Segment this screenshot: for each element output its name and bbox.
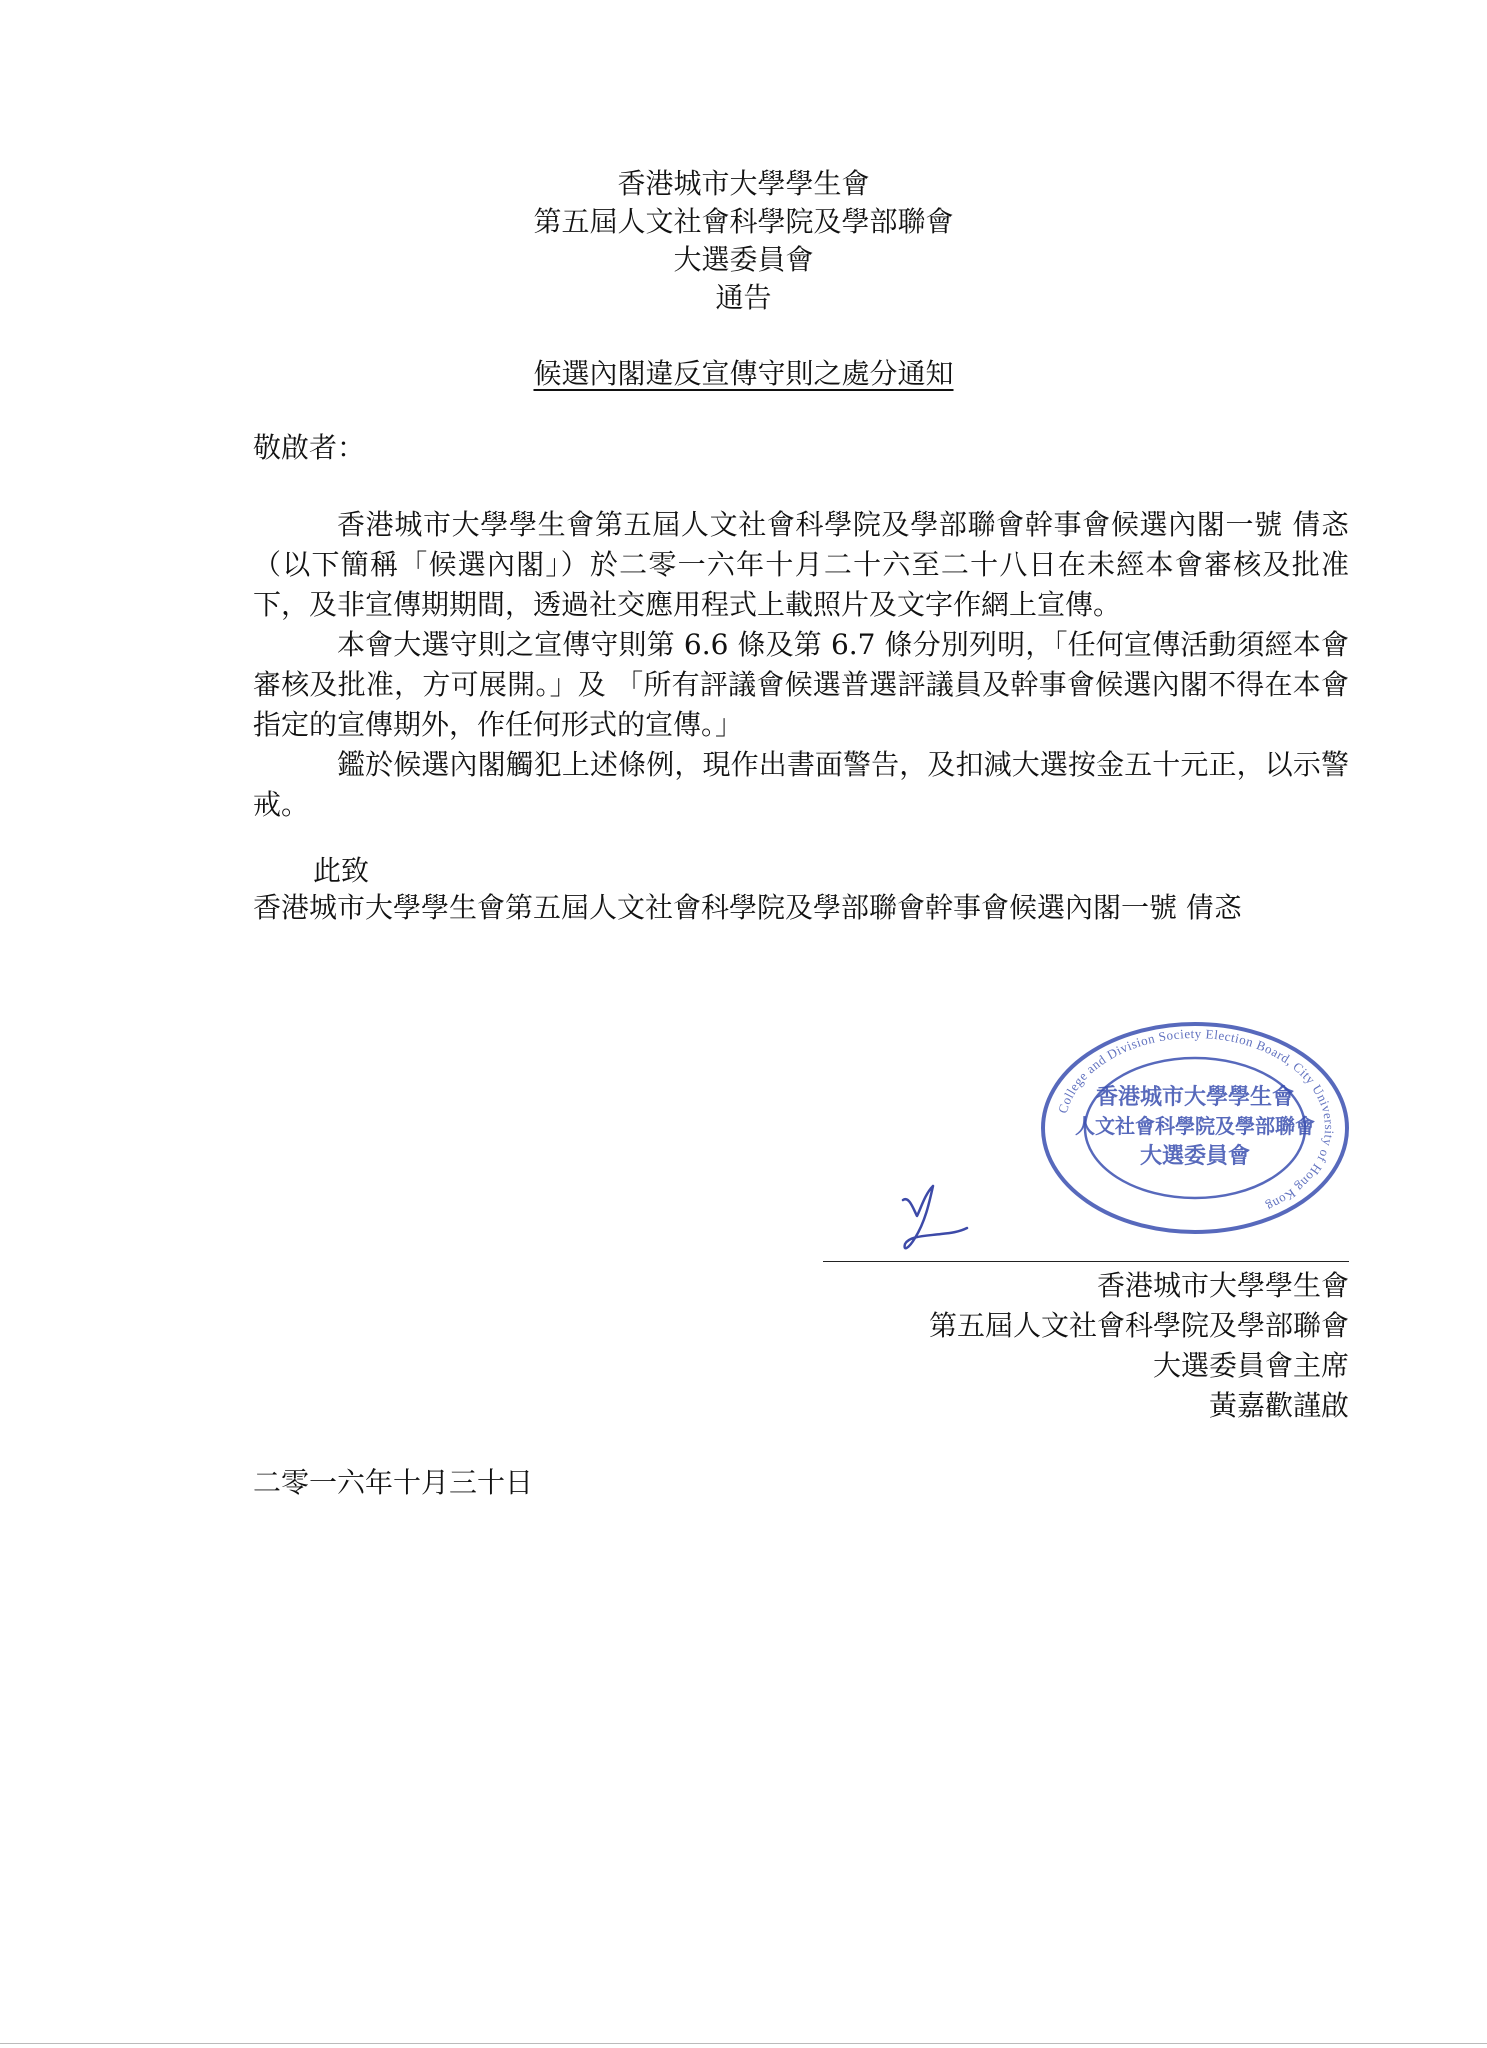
- svg-text:香港城市大學學生會: 香港城市大學學生會: [1095, 1084, 1295, 1110]
- subject-title: [0, 354, 1487, 394]
- svg-text:College and Division Society E: College and Division Society Election Board, City University of Hong Kong: [1054, 1025, 1338, 1215]
- header-committee: 大選委員會: [673, 243, 814, 276]
- paragraph-1: 香港城市大學學生會第五屆人文社會科學院及學部聯會幹事會候選內閣一號 倩忞 （以下簡稱「候選內閣」）於二零一六年十月二十六至二十八日在未經本會審核及批准下，及非宣傳期期間，透過社交應用程式上載照片及文字作網上宣傳。: [253, 508, 1349, 621]
- page-edge: [0, 2043, 1487, 2044]
- recipient: 香港城市大學學生會第五屆人文社會科學院及學部聯會幹事會候選內閣一號 倩忞: [253, 891, 1242, 924]
- signature-line: [823, 1261, 1349, 1262]
- header-notice: 通告: [715, 281, 772, 314]
- signer-name: 黃嘉歡謹啟: [1208, 1389, 1349, 1422]
- notice-date: 二零一六年十月三十日: [253, 1466, 534, 1499]
- signer-title: 大選委員會主席: [1152, 1349, 1349, 1382]
- paragraph-3: 鑑於候選內閣觸犯上述條例，現作出書面警告，及扣減大選按金五十元正，以示警戒。: [253, 748, 1349, 821]
- header-society: 第五屆人文社會科學院及學部聯會: [533, 205, 954, 238]
- signer-organization: 香港城市大學學生會: [1096, 1269, 1349, 1302]
- signer-society: 第五屆人文社會科學院及學部聯會: [928, 1309, 1349, 1342]
- paragraph-2: 本會大選守則之宣傳守則第 6.6 條及第 6.7 條分別列明，「任何宣傳活動須經本會審核及批准，方可展開。」及 「所有評議會候選普選評議員及幹事會候選內閣不得在本會指定的宣傳期外，作任何形式的宣傳。」: [253, 628, 1349, 741]
- svg-text:大選委員會: 大選委員會: [1139, 1143, 1251, 1169]
- subject-text: 候選內閣違反宣傳守則之處分通知: [533, 357, 954, 390]
- handwritten-signature: [895, 1178, 975, 1258]
- salutation: 敬啟者：: [253, 431, 366, 464]
- official-stamp: [1035, 1018, 1355, 1238]
- closing-phrase: 此致: [313, 854, 370, 887]
- header-organization: 香港城市大學學生會: [617, 167, 870, 200]
- svg-text:人文社會科學院及學部聯會: 人文社會科學院及學部聯會: [1075, 1114, 1315, 1138]
- body-text: [253, 505, 1349, 825]
